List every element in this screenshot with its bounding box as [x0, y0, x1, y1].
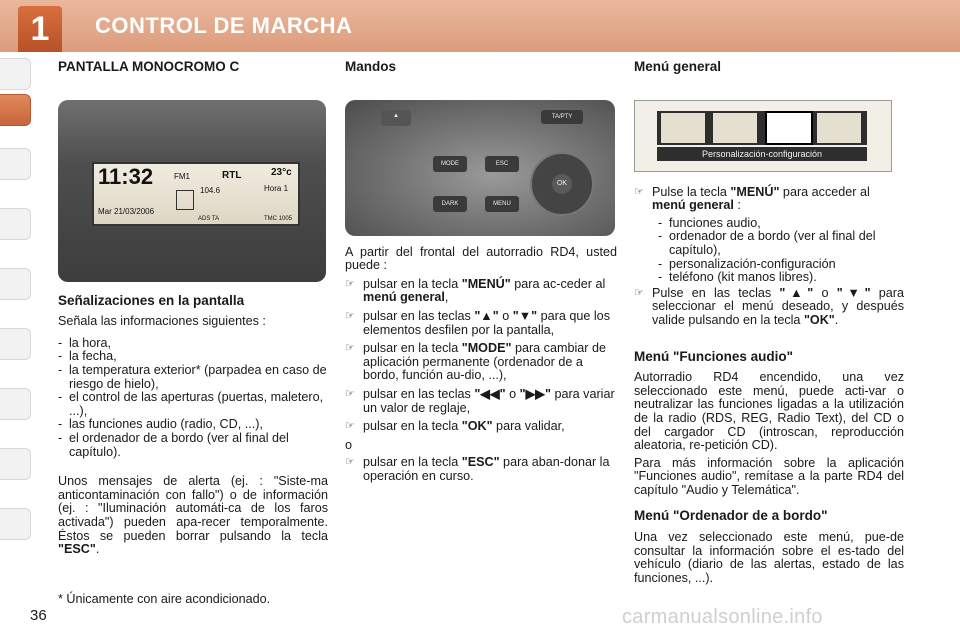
side-tab-active[interactable]	[0, 94, 31, 126]
right-column	[634, 60, 904, 585]
intro-text: A partir del frontal del autorradio RD4, usted puede :	[345, 244, 617, 273]
list-item: ☞ pulsar en la tecla "ESC" para aban-donar la operación en curso.	[345, 456, 617, 483]
side-tab[interactable]	[0, 508, 31, 540]
side-tab[interactable]	[0, 208, 31, 240]
display-time: 11:32	[98, 163, 154, 189]
chapter-title: CONTROL DE MARCHA	[95, 13, 353, 38]
display-hora: Hora 1	[264, 183, 289, 193]
controls-list	[345, 278, 617, 434]
alert-text: Unos mensajes de alerta (ej. : "Siste-ma anticontaminación con fallo") o de información (ej. : "Iluminación automáti-ca de los faros activada") pueden apa-recer temporalmente. Éstos se pueden borrar pulsando la tecla	[58, 474, 328, 543]
list-item: - el ordenador de a bordo (ver al final del capítulo).	[58, 432, 328, 459]
menu-sub-list	[658, 217, 904, 285]
display-date: Mar 21/03/2006	[98, 206, 155, 216]
list-item: - personalización-configuración	[658, 258, 904, 272]
menu-icons	[657, 111, 867, 145]
list-item: - ordenador de a bordo (ver al final del capítulo),	[658, 230, 904, 257]
audio-icon	[661, 113, 705, 143]
or-text: o	[345, 437, 353, 452]
side-tab[interactable]	[0, 388, 31, 420]
mode-button[interactable]: MODE	[433, 156, 467, 172]
menu-button[interactable]: MENU	[485, 196, 519, 212]
computer-paragraph: Una vez seleccionado este menú, pue-de consultar la información sobre el es-tado del vehículo (diario de las alertas, estado de las funciones, ...).	[634, 530, 904, 585]
list-item: ☞ pulsar en las teclas "◀◀" o "▶▶" para variar un valor de reglaje,	[345, 388, 617, 415]
display-band: FM1	[174, 171, 190, 181]
list-item: - el control de las aperturas (puertas, maletero, ...),	[58, 391, 328, 418]
side-tab[interactable]	[0, 328, 31, 360]
side-tab[interactable]	[0, 58, 31, 90]
list-item: ☞ Pulse la tecla "MENÚ" para acceder al menú general :	[634, 186, 904, 213]
middle-column	[345, 60, 617, 489]
page-number: 36	[30, 607, 47, 624]
display-station: RTL	[222, 169, 242, 181]
list-item: - la fecha,	[58, 350, 328, 364]
warning-icon: ▲	[381, 110, 411, 126]
display-tmc: TMC 1005	[264, 215, 293, 222]
side-tab[interactable]	[0, 448, 31, 480]
list-item: ☞ pulsar en la tecla "OK" para validar,	[345, 420, 617, 434]
menu-list-2	[634, 287, 904, 328]
watermark: carmanualsonline.info	[622, 606, 823, 628]
computer-icon	[713, 113, 757, 143]
list-item: - teléfono (kit manos libres).	[658, 271, 904, 285]
alert-paragraph	[58, 475, 328, 557]
ok-button[interactable]: OK	[552, 174, 572, 194]
dark-button[interactable]: DARK	[433, 196, 467, 212]
list-item: ☞ pulsar en la tecla "MENÚ" para ac-ceder al menú general,	[345, 278, 617, 305]
alert-end: .	[95, 542, 100, 557]
esc-button[interactable]: ESC	[485, 156, 519, 172]
menu-list	[634, 186, 904, 213]
audio-reference: Para más información sobre la aplicación "Funciones audio", remítase a la parte RD4 del capítulo "Audio y Telemática".	[634, 455, 904, 497]
list-item: ☞ pulsar en las teclas "▲" o "▼" para que los elementos desfilen por la pantalla,	[345, 310, 617, 337]
list-item: - la temperatura exterior* (parpadea en caso de riesgo de hielo),	[58, 364, 328, 391]
ta-button[interactable]: TA/PTY	[541, 110, 583, 124]
chapter-number: 1	[18, 6, 62, 52]
menu-photo	[634, 100, 892, 172]
list-item: - funciones audio,	[658, 217, 904, 231]
footnote: * Únicamente con aire acondicionado.	[58, 591, 271, 606]
side-tabs	[0, 58, 34, 578]
esc-list	[345, 456, 617, 483]
side-tab[interactable]	[0, 148, 31, 180]
menu-caption: Personalización-configuración	[657, 147, 867, 161]
section-heading: Menú general	[634, 59, 722, 74]
audio-paragraph: Autorradio RD4 encendido, una vez seleccionado este menú, puede acti-var o neutralizar las funciones ligadas a la utilización de la radio (RDS, REG, Radio Text), del CD o del cargador CD (introscan, reproducción aleatoria, re-petición CD).	[634, 370, 904, 453]
alert-key: "ESC"	[58, 542, 96, 557]
list-item: - las funciones audio (radio, CD, ...),	[58, 418, 328, 432]
navigation-dial[interactable]	[530, 152, 594, 216]
car-doors-icon	[176, 190, 194, 210]
section-heading: Mandos	[345, 59, 397, 74]
list-item: - la hora,	[58, 337, 328, 351]
display-temp: 23°c	[271, 166, 292, 178]
section-heading: PANTALLA MONOCROMO C	[58, 59, 240, 74]
intro-text: Señala las informaciones siguientes :	[58, 314, 266, 329]
display-photo	[58, 100, 326, 282]
side-tab[interactable]	[0, 268, 31, 300]
settings-icon	[765, 111, 813, 145]
list-item: ☞ pulsar en la tecla "MODE" para cambiar de aplicación permanente (ordenador de a bordo, función au-dio, ...),	[345, 342, 617, 383]
phone-icon	[817, 113, 861, 143]
left-column	[58, 60, 328, 606]
signals-list	[58, 337, 328, 459]
controls-photo	[345, 100, 615, 236]
audio-menu-heading: Menú "Funciones audio"	[634, 348, 794, 364]
display-ads: ADS TA	[198, 215, 220, 222]
computer-menu-heading: Menú "Ordenador de a bordo"	[634, 508, 828, 524]
subsection-heading: Señalizaciones en la pantalla	[58, 292, 245, 308]
chapter-header	[0, 0, 960, 52]
display-freq: 104.6	[200, 185, 221, 195]
lcd-display	[92, 162, 300, 226]
list-item: ☞ Pulse en las teclas "▲" o "▼" para seleccionar el menú deseado, y después valide pulsando en la tecla "OK".	[634, 287, 904, 328]
